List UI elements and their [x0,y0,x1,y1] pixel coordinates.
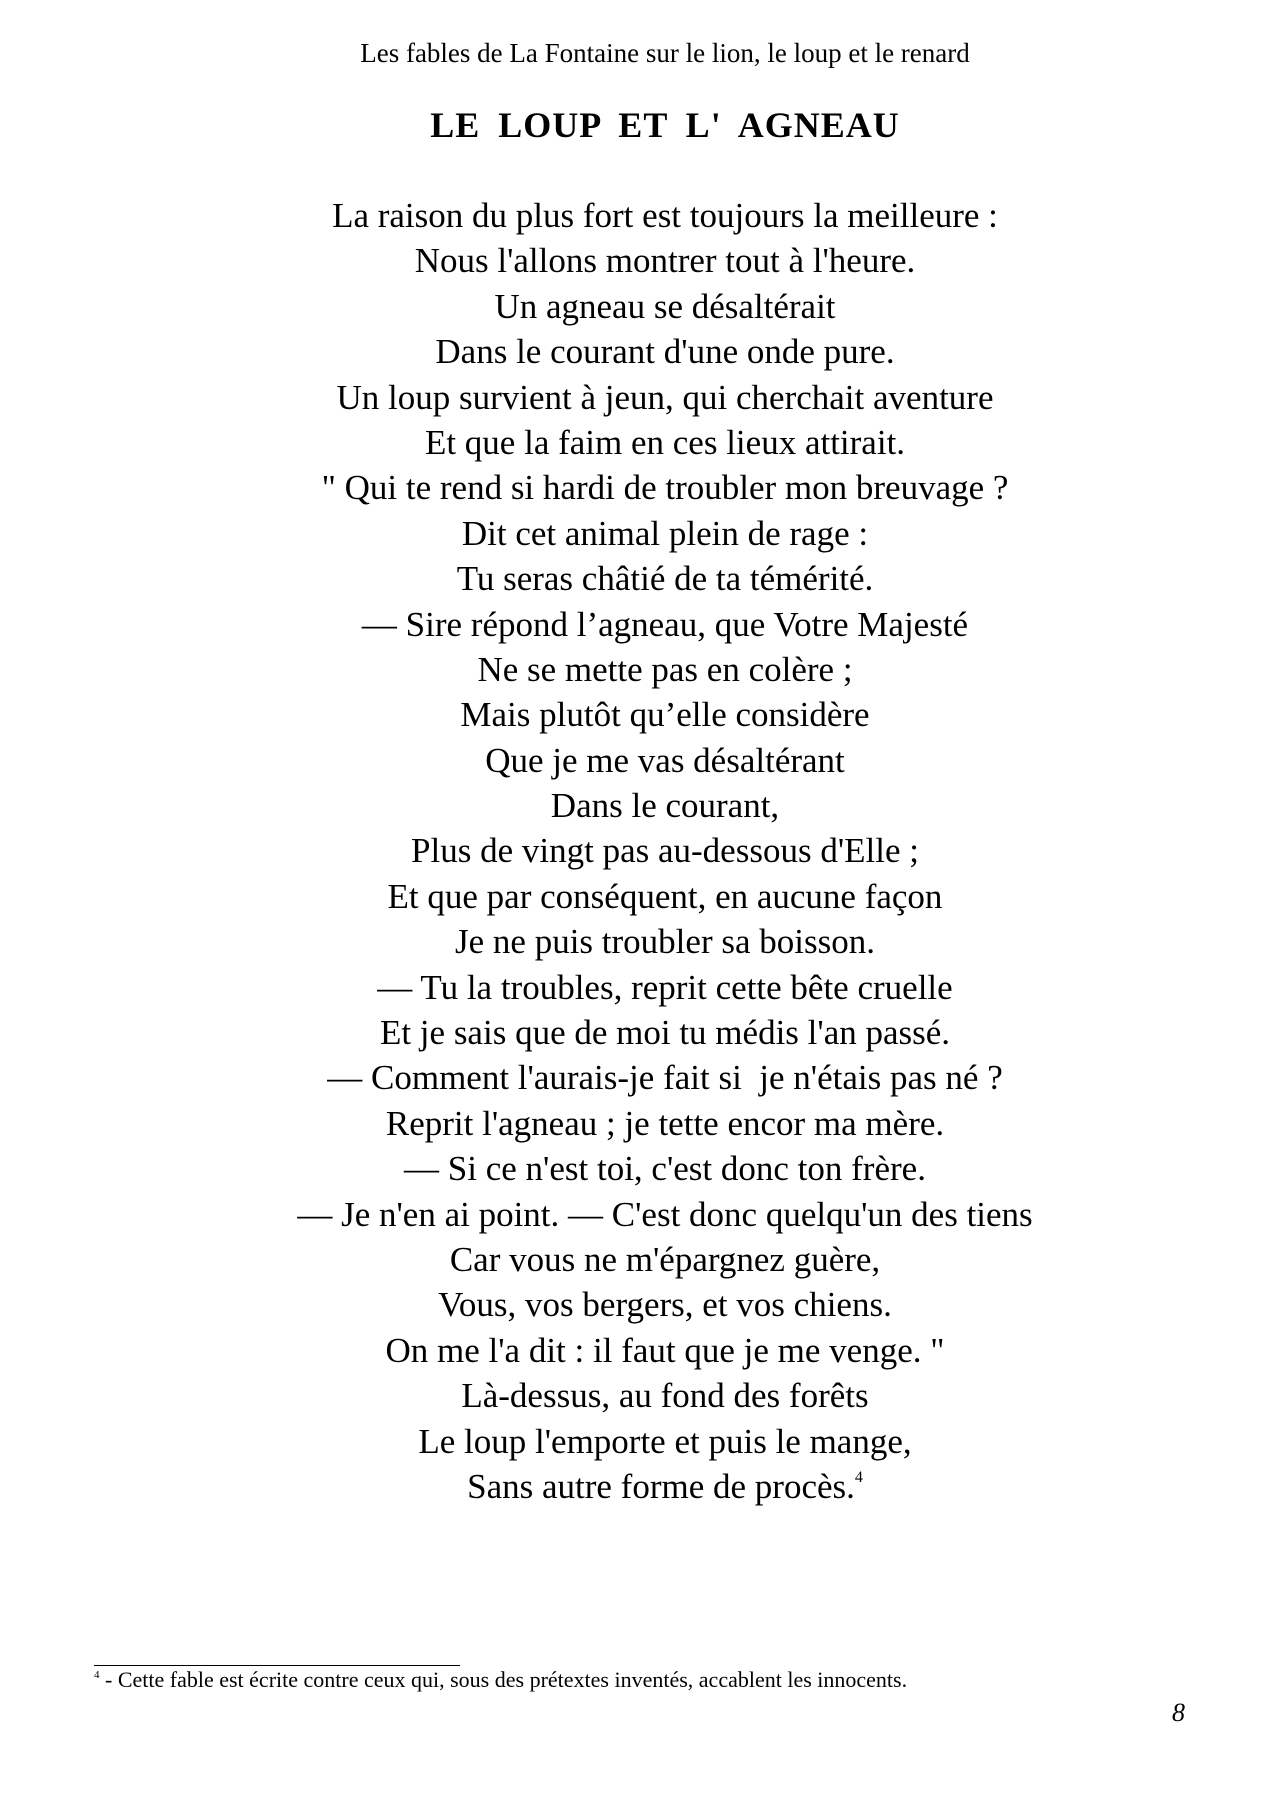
poem-line: — Je n'en ai point. — C'est donc quelqu'un des tiens [297,1194,1033,1234]
poem-line: Ne se mette pas en colère ; [477,649,853,689]
poem-line: Mais plutôt qu’elle considère [460,695,870,735]
footnote [94,1667,907,1693]
footnote-divider [94,1665,460,1666]
poem-line: Et que par conséquent, en aucune façon [387,876,943,916]
poem-line: Le loup l'emporte et puis le mange, [418,1421,912,1461]
poem-line: Dans le courant, [550,786,780,826]
poem-line: — Sire répond l’agneau, que Votre Majesté [361,604,969,644]
poem-line: Et je sais que de moi tu médis l'an passé. [379,1013,951,1053]
poem-line: Tu seras châtié de ta témérité. [456,559,874,599]
poem-line: Là-dessus, au fond des forêts [461,1376,869,1416]
poem-line: Et que la faim en ces lieux attirait. [424,422,906,462]
poem-line: Dit cet animal plein de rage : [461,513,869,553]
running-header: Les fables de La Fontaine sur le lion, le loup et le renard [360,38,970,68]
poem-line: La raison du plus fort est toujours la meilleure : [332,196,998,235]
poem-line: — Si ce n'est toi, c'est donc ton frère. [404,1149,926,1189]
poem-line: Un loup survient à jeun, qui cherchait aventure [336,377,994,417]
poem-line-last [50,1464,1280,1509]
poem-line: On me l'a dit : il faut que je me venge. " [385,1330,945,1370]
poem-line: Nous l'allons montrer tout à l'heure. [414,241,916,281]
poem-line: — Comment l'aurais-je fait si je n'étais pas né ? [327,1058,1003,1098]
footnote-text: - Cette fable est écrite contre ceux qui, sous des prétextes inventés, accablent les innocents. [99,1667,908,1692]
poem-line: " Qui te rend si hardi de troubler mon breuvage ? [321,468,1009,508]
poem-line: Que je me vas désaltérant [485,740,845,780]
page-number: 8 [1172,1698,1185,1727]
footnote-marker: 4 [94,1669,100,1681]
poem [0,193,1280,1509]
poem-line: Car vous ne m'épargnez guère, [449,1239,881,1279]
last-line-text: Sans autre forme de procès. [467,1466,855,1506]
fable-title: LE LOUP ET L' AGNEAU [430,105,900,145]
poem-line: — Tu la troubles, reprit cette bête cruelle [377,967,953,1007]
poem-line: Je ne puis troubler sa boisson. [455,922,875,962]
poem-line: Dans le courant d'une onde pure. [435,332,895,372]
poem-line: Un agneau se désaltérait [494,286,836,326]
footnote-reference[interactable]: 4 [854,1468,863,1486]
poem-line: Plus de vingt pas au-dessous d'Elle ; [411,831,919,871]
poem-line: Reprit l'agneau ; je tette encor ma mère. [385,1103,945,1143]
poem-line: Vous, vos bergers, et vos chiens. [438,1285,892,1325]
